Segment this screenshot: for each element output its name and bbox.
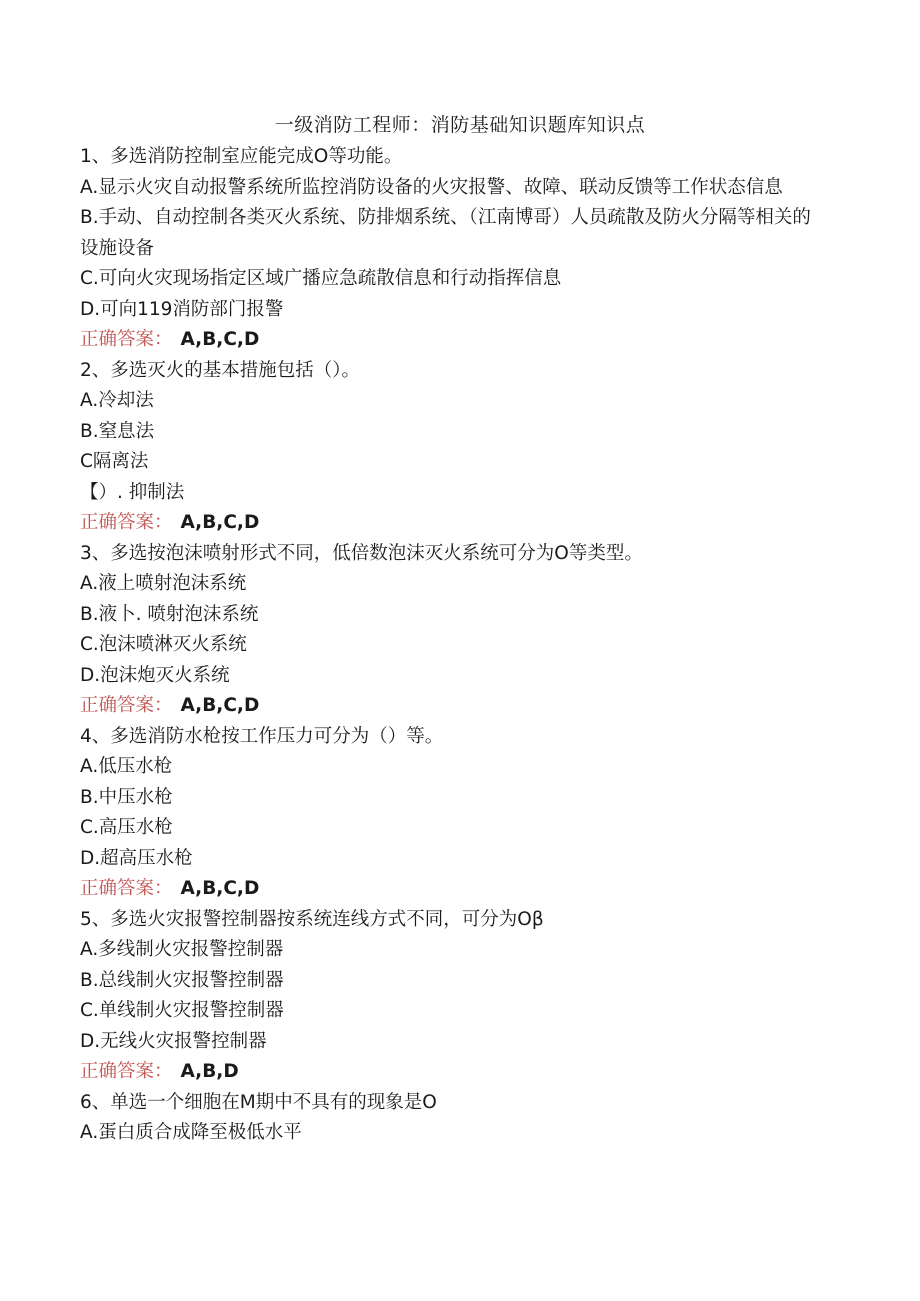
question-stem: 3、多选按泡沫喷射形式不同，低倍数泡沫灭火系统可分为O等类型。 xyxy=(80,542,643,564)
answer-value: A,B,C,D xyxy=(180,695,260,716)
question-option: D.超高压水枪 xyxy=(80,847,193,869)
answer-line xyxy=(80,874,820,905)
answer-value: A,B,C,D xyxy=(180,512,260,533)
answer-line xyxy=(80,508,820,539)
question-option: C隔离法 xyxy=(80,451,149,472)
answer-label: 正确答案： xyxy=(80,329,173,350)
question-option: D.可向119消防部门报警 xyxy=(80,298,284,320)
document-title: 一级消防工程师：消防基础知识题库知识点 xyxy=(274,114,646,136)
answer-label: 正确答案： xyxy=(80,512,173,533)
question-stem: 2、多选灭火的基本措施包括（）。 xyxy=(80,359,361,381)
question-option: B.窒息法 xyxy=(80,420,155,442)
answer-line xyxy=(80,1057,820,1088)
answer-line xyxy=(80,325,820,356)
question-option: A.蛋白质合成降至极低水平 xyxy=(80,1122,302,1143)
answer-value: A,B,C,D xyxy=(180,878,260,899)
question-option: C.单线制火灾报警控制器 xyxy=(80,1000,284,1021)
question-stem: 1、多选消防控制室应能完成O等功能。 xyxy=(80,146,403,167)
question-list xyxy=(80,142,820,1149)
answer-label: 正确答案： xyxy=(80,1061,173,1082)
answer-label: 正确答案： xyxy=(80,878,173,899)
question-option: 【）. 抑制法 xyxy=(80,481,185,503)
question-option: A.液上喷射泡沫系统 xyxy=(80,573,247,594)
question-stem: 5、多选火灾报警控制器按系统连线方式不同，可分为Oβ xyxy=(80,908,544,930)
answer-value: A,B,D xyxy=(180,1061,239,1082)
question-option: C.可向火灾现场指定区域广播应急疏散信息和行动指挥信息 xyxy=(80,268,562,289)
question-option: A.低压水枪 xyxy=(80,756,173,777)
answer-value: A,B,C,D xyxy=(180,329,260,350)
question-stem: 6、单选一个细胞在M期中不具有的现象是O xyxy=(80,1091,437,1113)
answer-label: 正确答案： xyxy=(80,695,173,716)
answer-line xyxy=(80,691,820,722)
question-option: B.总线制火灾报警控制器 xyxy=(80,969,284,991)
question-option: A.多线制火灾报警控制器 xyxy=(80,939,284,960)
question-option: B.手动、自动控制各类灭火系统、防排烟系统、（江南博哥）人员疏散及防火分隔等相关的设施设备 xyxy=(80,207,811,259)
question-option: A.冷却法 xyxy=(80,390,154,411)
question-stem: 4、多选消防水枪按工作压力可分为（）等。 xyxy=(80,725,444,747)
question-option: D.泡沫炮灭火系统 xyxy=(80,664,230,686)
question-option: B.中压水枪 xyxy=(80,786,173,808)
question-option: B.液卜. 喷射泡沫系统 xyxy=(80,603,259,625)
question-option: A.显示火灾自动报警系统所监控消防设备的火灾报警、故障、联动反馈等工作状态信息 xyxy=(80,176,783,198)
question-option: C.泡沫喷淋灭火系统 xyxy=(80,634,247,655)
question-option: C.高压水枪 xyxy=(80,817,173,838)
question-option: D.无线火灾报警控制器 xyxy=(80,1030,267,1052)
